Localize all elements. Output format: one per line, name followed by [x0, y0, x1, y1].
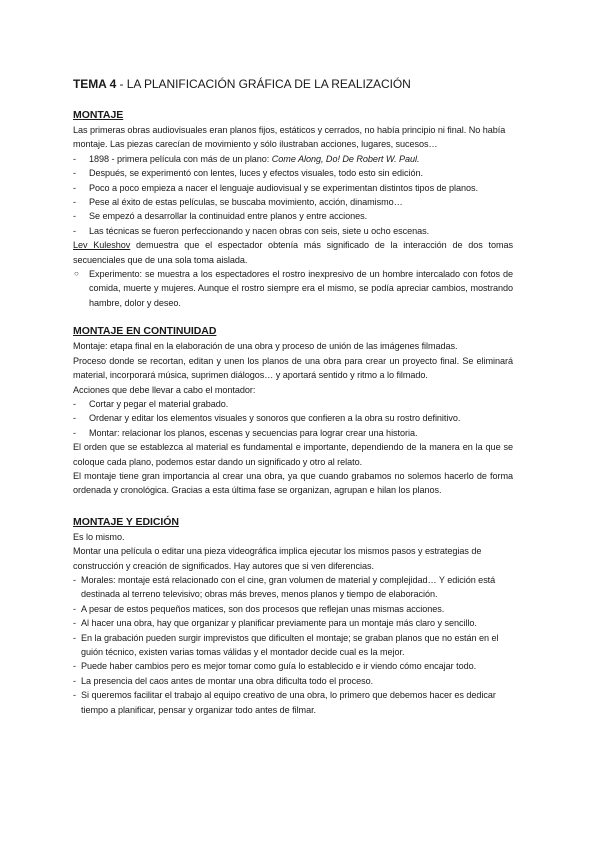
- paragraph: El montaje tiene gran importancia al crear una obra, ya que cuando grabamos no solemos hacerlo de forma ordenada y cronológica. Gracias a esta última fase se organizan, agrupan e hilan los planos.: [73, 470, 513, 496]
- title-rest: - LA PLANIFICACIÓN GRÁFICA DE LA REALIZACIÓN: [116, 77, 411, 91]
- paragraph: Es lo mismo.: [73, 531, 125, 542]
- section-heading-continuidad: MONTAJE EN CONTINUIDAD: [73, 325, 217, 338]
- list-item: [73, 152, 513, 166]
- film-title: Come Along, Do! De Robert W. Paul.: [271, 153, 420, 164]
- paragraph: Las primeras obras audiovisuales eran planos fijos, estáticos y cerrados, no había principio ni final. No había montaje. Las piezas carecían de movimiento y sólo ilustraban acciones, lugares, sucesos…: [73, 125, 506, 150]
- list-item-text: 1898 - primera película con más de un plano:: [89, 153, 272, 164]
- section-montaje-continuidad: [73, 324, 513, 497]
- list-item: - Después, se experimentó con lentes, luces y efectos visuales, todo esto sin edición.: [73, 166, 513, 180]
- paragraph: Montar una película o editar una pieza videográfica implica ejecutar los mismos pasos y estrategias de construcción y creación de significados. Hay autores que si ven diferencias.: [73, 546, 482, 571]
- paragraph: El orden que se establezca al material es fundamental e importante, dependiendo de la manera en la que se coloque cada plano, podemos estar dando un significado y otro al relato.: [73, 442, 513, 467]
- paragraph: Acciones que debe llevar a cabo el montador:: [73, 384, 256, 395]
- list-item: - En la grabación pueden surgir imprevistos que dificulten el montaje; se graban planos que no están en el guión técnico, existen varias tomas válidas y el montador decide cual es la mejor.: [73, 631, 513, 660]
- document-page: [73, 76, 513, 717]
- list-item: - Se empezó a desarrollar la continuidad entre planos y entre acciones.: [73, 209, 513, 223]
- list-item: - A pesar de estos pequeños matices, son dos procesos que reflejan unas mismas acciones.: [73, 602, 513, 616]
- list-item: - Cortar y pegar el material grabado.: [73, 397, 513, 411]
- list-item: - Si queremos facilitar el trabajo al equipo creativo de una obra, lo primero que debemos hacer es dedicar tiempo a planificar, pensar y organizar todo antes de filmar.: [73, 688, 513, 717]
- list-item: - Puede haber cambios pero es mejor tomar como guía lo establecido e ir viendo cómo encajar todo.: [73, 659, 513, 673]
- list-item: - Montar: relacionar los planos, escenas y secuencias para lograr crear una historia.: [73, 426, 513, 440]
- kuleshov-text: demuestra que el espectador obtenía más significado de la interacción de dos tomas secuenciales que de una sola toma aislada.: [73, 240, 513, 265]
- list-item: - La presencia del caos antes de montar una obra dificulta todo el proceso.: [73, 674, 513, 688]
- paragraph: Proceso donde se recortan, editan y unen los planos de una obra para crear un proyecto final. Se eliminará material, incorporará música, suprimen diálogos… y aportará sentido y ritmo a lo filmado.: [73, 355, 513, 381]
- list-item: - Al hacer una obra, hay que organizar y planificar previamente para un montaje más claro y sencillo.: [73, 616, 513, 630]
- paragraph-kuleshov: [73, 238, 513, 267]
- section-heading-edicion: MONTAJE Y EDICIÓN: [73, 515, 179, 528]
- list-item: - Ordenar y editar los elementos visuales y sonoros que confieren a la obra su rostro definitivo.: [73, 411, 513, 425]
- section-montaje-edicion: [73, 515, 513, 717]
- section-heading-montaje: MONTAJE: [73, 109, 124, 121]
- list-item: - Poco a poco empieza a nacer el lenguaje audiovisual y se experimentan distintos tipos de planos.: [73, 181, 513, 195]
- title-bold: TEMA 4: [73, 77, 117, 91]
- list-item: - Pese al éxito de estas películas, se buscaba movimiento, acción, dinamismo…: [73, 195, 513, 209]
- section-montaje: [73, 108, 513, 310]
- list-item: - Morales: montaje está relacionado con el cine, gran volumen de material y complejidad… Y edición está destinada al terreno televisivo; obras más breves, menos planos y tiempo de elaboración.: [73, 573, 513, 602]
- kuleshov-name: Lev Kuleshov: [73, 240, 131, 251]
- list-item: - Las técnicas se fueron perfeccionando y nacen obras con seis, siete u ocho escenas.: [73, 224, 513, 238]
- paragraph: Montaje: etapa final en la elaboración de una obra y proceso de unión de las imágenes filmadas.: [73, 341, 458, 352]
- experiment-item: ○ Experimento: se muestra a los espectadores el rostro inexpresivo de un hombre intercalado con fotos de comida, muerte y mujeres. Aunque el rostro siempre era el mismo, se podía apreciar cambios, mostrando hambre, dolor y deseo.: [73, 267, 513, 310]
- document-title: [73, 76, 513, 92]
